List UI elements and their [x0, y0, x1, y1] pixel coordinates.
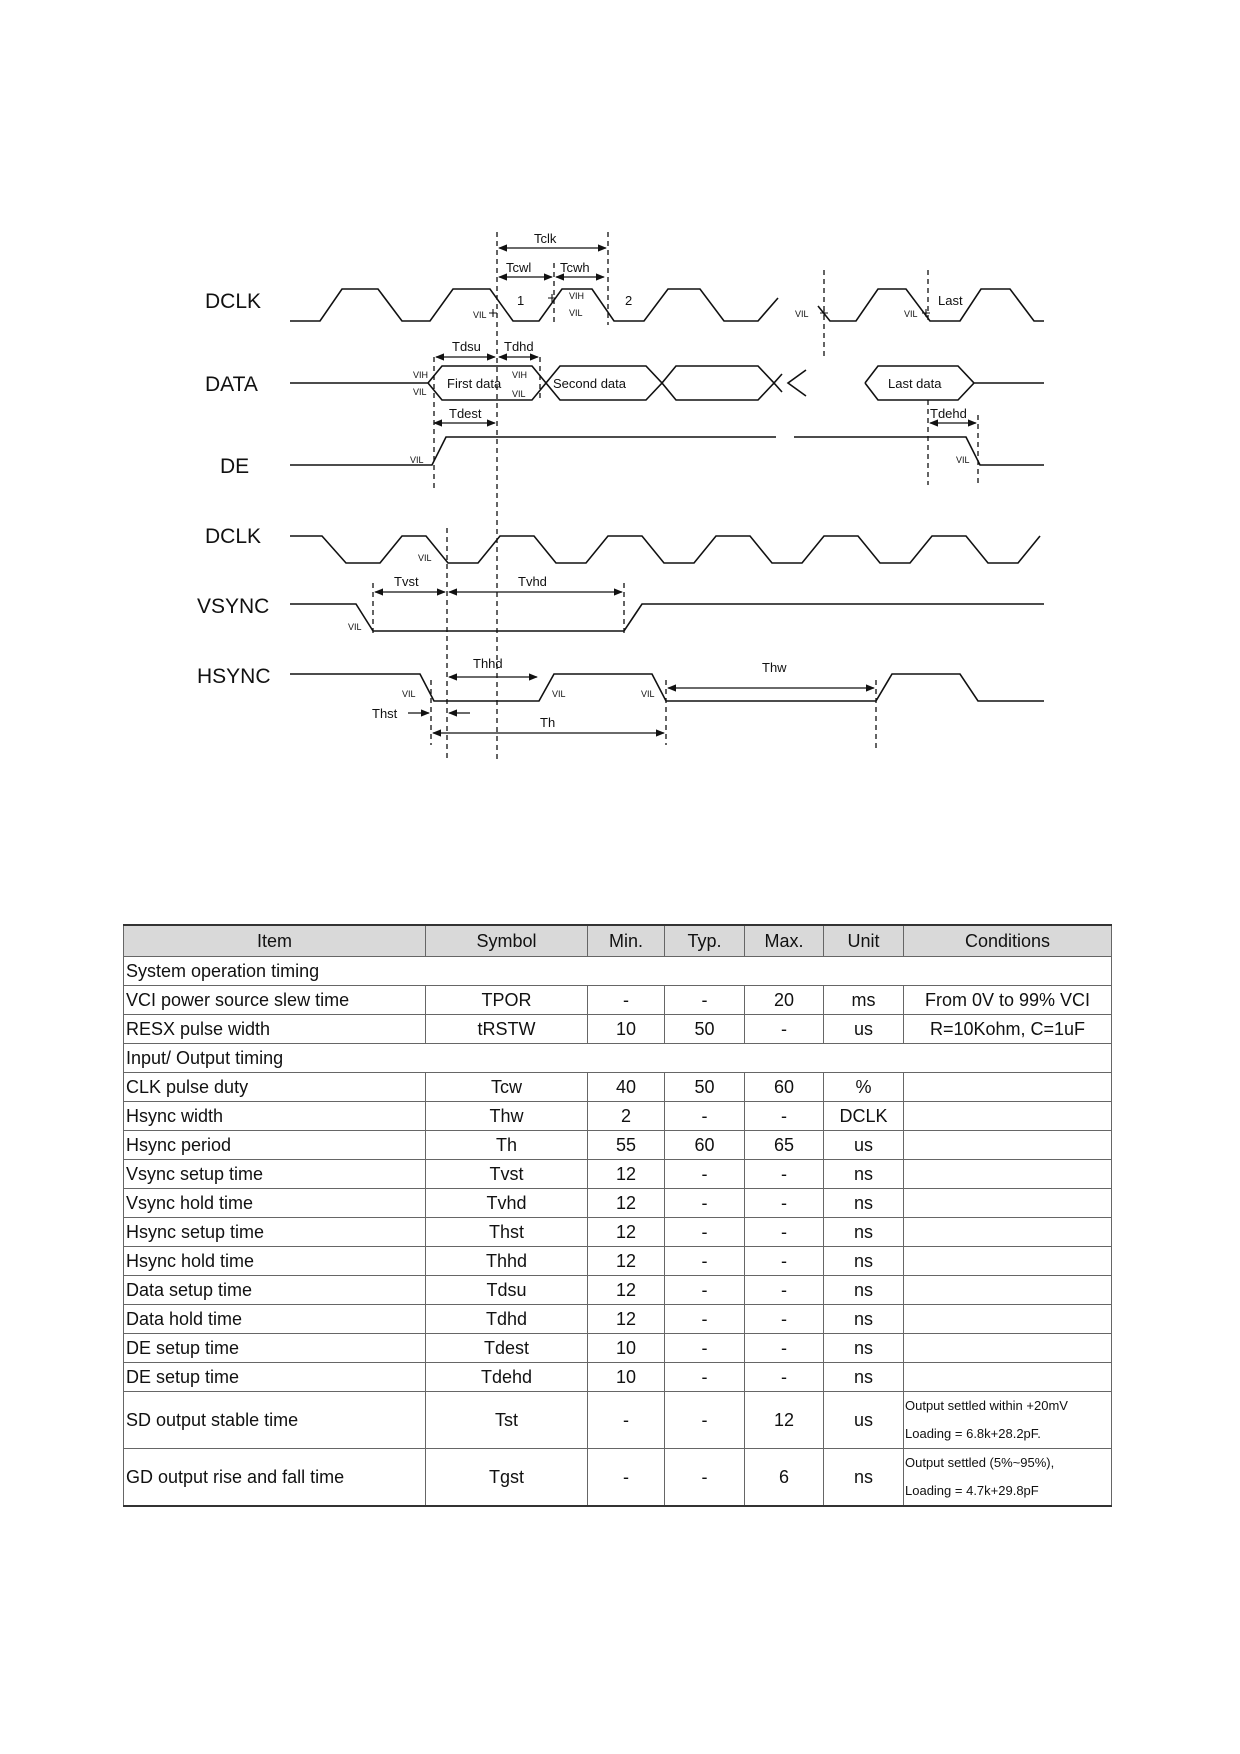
cell-min: 12	[588, 1276, 665, 1305]
thst-label: Thst	[372, 706, 398, 721]
clock-mark-last: Last	[938, 293, 963, 308]
dclk-vih: VIH	[569, 291, 585, 301]
cell-typ: -	[665, 1334, 745, 1363]
cell-item: Vsync hold time	[124, 1189, 426, 1218]
table-section-row	[124, 1044, 1112, 1073]
tdsu-label: Tdsu	[452, 339, 481, 354]
cell-item: Data setup time	[124, 1276, 426, 1305]
cell-min: 10	[588, 1363, 665, 1392]
cell-max: -	[745, 1015, 824, 1044]
vsync-label: VSYNC	[197, 595, 270, 618]
condition-line: From 0V to 99% VCI	[924, 990, 1091, 1010]
tvhd-label: Tvhd	[518, 574, 547, 589]
cell-item: Hsync setup time	[124, 1218, 426, 1247]
hsync-vil-2: VIL	[552, 689, 566, 699]
cell-typ: -	[665, 1189, 745, 1218]
tcwl-label: Tcwl	[506, 260, 532, 275]
data-vil-1: VIL	[413, 387, 427, 397]
clock-mark-2: 2	[625, 293, 633, 308]
table-section-row	[124, 957, 1112, 986]
hsync-label: HSYNC	[197, 665, 271, 688]
table-body	[124, 957, 1112, 1507]
cell-typ: -	[665, 986, 745, 1015]
cell-conditions	[904, 1015, 1112, 1044]
dclk2-waveform	[290, 536, 1040, 563]
cell-min: 10	[588, 1334, 665, 1363]
data-label: DATA	[205, 373, 258, 396]
cell-min: 12	[588, 1305, 665, 1334]
data-vih-2: VIH	[512, 370, 528, 380]
tdhd-label: Tdhd	[504, 339, 534, 354]
thhd-label: Thhd	[473, 656, 503, 671]
clock-mark-1: 1	[517, 293, 525, 308]
cell-symbol: TPOR	[426, 986, 588, 1015]
table-row	[124, 1131, 1112, 1160]
cell-conditions	[904, 1363, 1112, 1392]
cell-typ: 60	[665, 1131, 745, 1160]
vsync-waveform	[290, 604, 1044, 631]
table-row	[124, 1073, 1112, 1102]
table-row	[124, 1363, 1112, 1392]
tdest-label: Tdest	[449, 406, 482, 421]
table-row	[124, 1102, 1112, 1131]
condition-line: R=10Kohm, C=1uF	[929, 1019, 1086, 1039]
cell-unit: ns	[824, 1334, 904, 1363]
tclk-label: Tclk	[534, 231, 557, 246]
cell-unit: us	[824, 1131, 904, 1160]
cell-unit: ns	[824, 1247, 904, 1276]
cell-max: 6	[745, 1449, 824, 1507]
dclk-vil-1: VIL	[473, 310, 487, 320]
cell-max: 60	[745, 1073, 824, 1102]
cell-min: 40	[588, 1073, 665, 1102]
cell-max: -	[745, 1102, 824, 1131]
column-header-max: Max.	[745, 925, 824, 957]
cell-unit: %	[824, 1073, 904, 1102]
cell-min: -	[588, 1449, 665, 1507]
section-title: System operation timing	[124, 957, 1112, 986]
dclk2-vil: VIL	[418, 553, 432, 563]
cell-conditions	[904, 1247, 1112, 1276]
cell-max: -	[745, 1247, 824, 1276]
de-vil-2: VIL	[956, 455, 970, 465]
hsync-vil-1: VIL	[402, 689, 416, 699]
cell-item: Hsync hold time	[124, 1247, 426, 1276]
cell-item: Vsync setup time	[124, 1160, 426, 1189]
cell-typ: -	[665, 1160, 745, 1189]
cell-min: 55	[588, 1131, 665, 1160]
cell-max: -	[745, 1160, 824, 1189]
dclk-label: DCLK	[205, 290, 262, 313]
first-data-label: First data	[447, 376, 502, 391]
cell-symbol: tRSTW	[426, 1015, 588, 1044]
timing-diagrams	[0, 0, 1240, 780]
cell-min: 12	[588, 1160, 665, 1189]
cell-unit: ns	[824, 1218, 904, 1247]
cell-unit: ns	[824, 1363, 904, 1392]
cell-max: -	[745, 1218, 824, 1247]
de-vil-1: VIL	[410, 455, 424, 465]
cell-conditions	[904, 1160, 1112, 1189]
table-row	[124, 1247, 1112, 1276]
cell-conditions	[904, 1449, 1112, 1507]
de-label: DE	[220, 455, 250, 478]
table-row	[124, 1276, 1112, 1305]
dclk-level-ticks	[489, 294, 930, 317]
dclk-vil-4: VIL	[904, 309, 918, 319]
cell-unit: ns	[824, 1160, 904, 1189]
table-row	[124, 1392, 1112, 1449]
cell-conditions	[904, 1276, 1112, 1305]
cell-typ: -	[665, 1363, 745, 1392]
cell-min: -	[588, 1392, 665, 1449]
cell-unit: us	[824, 1015, 904, 1044]
cell-max: 12	[745, 1392, 824, 1449]
cell-typ: -	[665, 1102, 745, 1131]
table-row	[124, 1305, 1112, 1334]
cell-unit: ms	[824, 986, 904, 1015]
cell-symbol: Thw	[426, 1102, 588, 1131]
second-data-label: Second data	[553, 376, 627, 391]
cell-typ: 50	[665, 1073, 745, 1102]
cell-conditions	[904, 1392, 1112, 1449]
cell-symbol: Th	[426, 1131, 588, 1160]
data-vil-2: VIL	[512, 389, 526, 399]
cell-max: -	[745, 1189, 824, 1218]
dclk2-label: DCLK	[205, 525, 262, 548]
cell-max: -	[745, 1334, 824, 1363]
dclk-waveform	[290, 289, 1044, 321]
cell-conditions	[904, 1189, 1112, 1218]
table-row	[124, 1189, 1112, 1218]
cell-conditions	[904, 1334, 1112, 1363]
last-data-label: Last data	[888, 376, 942, 391]
table-row	[124, 1218, 1112, 1247]
column-header-unit: Unit	[824, 925, 904, 957]
cell-item: SD output stable time	[124, 1392, 426, 1449]
cell-unit: us	[824, 1392, 904, 1449]
cell-symbol: Tvhd	[426, 1189, 588, 1218]
timing-spec-table	[123, 924, 1112, 1507]
data-vih-1: VIH	[413, 370, 429, 380]
table-header-row	[124, 925, 1112, 957]
hsync-vil-3: VIL	[641, 689, 655, 699]
cell-conditions	[904, 1218, 1112, 1247]
table-row	[124, 1334, 1112, 1363]
cell-min: 10	[588, 1015, 665, 1044]
column-header-typ: Typ.	[665, 925, 745, 957]
cell-symbol: Tdhd	[426, 1305, 588, 1334]
thw-label: Thw	[762, 660, 787, 675]
cell-symbol: Thhd	[426, 1247, 588, 1276]
cell-unit: ns	[824, 1189, 904, 1218]
condition-line: Output settled (5%~95%),	[905, 1455, 1055, 1470]
cell-symbol: Tcw	[426, 1073, 588, 1102]
cell-conditions	[904, 1305, 1112, 1334]
cell-max: -	[745, 1305, 824, 1334]
cell-symbol: Tst	[426, 1392, 588, 1449]
cell-item: Hsync width	[124, 1102, 426, 1131]
column-header-min: Min.	[588, 925, 665, 957]
section-title: Input/ Output timing	[124, 1044, 1112, 1073]
cell-max: 65	[745, 1131, 824, 1160]
dclk-vil-3: VIL	[795, 309, 809, 319]
cell-item: Data hold time	[124, 1305, 426, 1334]
cell-min: 2	[588, 1102, 665, 1131]
vsync-vil: VIL	[348, 622, 362, 632]
condition-line: Loading = 4.7k+29.8pF	[905, 1483, 1039, 1498]
cell-typ: -	[665, 1392, 745, 1449]
cell-typ: -	[665, 1247, 745, 1276]
cell-max: -	[745, 1363, 824, 1392]
tdehd-label: Tdehd	[930, 406, 967, 421]
condition-line: Loading = 6.8k+28.2pF.	[905, 1426, 1041, 1441]
cell-symbol: Tvst	[426, 1160, 588, 1189]
cell-symbol: Tgst	[426, 1449, 588, 1507]
cell-typ: -	[665, 1449, 745, 1507]
cell-typ: -	[665, 1276, 745, 1305]
cell-item: CLK pulse duty	[124, 1073, 426, 1102]
cell-typ: -	[665, 1218, 745, 1247]
cell-symbol: Tdehd	[426, 1363, 588, 1392]
cell-item: GD output rise and fall time	[124, 1449, 426, 1507]
table-row	[124, 1449, 1112, 1507]
tvst-label: Tvst	[394, 574, 419, 589]
cell-symbol: Tdest	[426, 1334, 588, 1363]
column-header-symbol: Symbol	[426, 925, 588, 957]
de-waveform	[290, 437, 1044, 465]
condition-line: Output settled within +20mV	[905, 1398, 1068, 1413]
cell-item: Hsync period	[124, 1131, 426, 1160]
cell-symbol: Tdsu	[426, 1276, 588, 1305]
cell-unit: DCLK	[824, 1102, 904, 1131]
cell-typ: 50	[665, 1015, 745, 1044]
cell-typ: -	[665, 1305, 745, 1334]
tcwh-label: Tcwh	[560, 260, 590, 275]
table-row	[124, 1015, 1112, 1044]
cell-conditions	[904, 1102, 1112, 1131]
cell-item: RESX pulse width	[124, 1015, 426, 1044]
cell-max: -	[745, 1276, 824, 1305]
cell-unit: ns	[824, 1276, 904, 1305]
cell-min: 12	[588, 1189, 665, 1218]
cell-conditions	[904, 1131, 1112, 1160]
cell-min: 12	[588, 1247, 665, 1276]
cell-item: VCI power source slew time	[124, 986, 426, 1015]
table-row	[124, 1160, 1112, 1189]
cell-item: DE setup time	[124, 1334, 426, 1363]
table-row	[124, 986, 1112, 1015]
timing-diagram-sync	[197, 525, 1044, 760]
cell-max: 20	[745, 986, 824, 1015]
cell-min: -	[588, 986, 665, 1015]
cell-symbol: Thst	[426, 1218, 588, 1247]
cell-unit: ns	[824, 1305, 904, 1334]
cell-min: 12	[588, 1218, 665, 1247]
cell-conditions	[904, 986, 1112, 1015]
dclk-vil-2: VIL	[569, 308, 583, 318]
cell-unit: ns	[824, 1449, 904, 1507]
cell-conditions	[904, 1073, 1112, 1102]
column-header-conditions: Conditions	[904, 925, 1112, 957]
timing-diagram-data-de	[205, 231, 1044, 760]
cell-item: DE setup time	[124, 1363, 426, 1392]
column-header-item: Item	[124, 925, 426, 957]
th-label: Th	[540, 715, 556, 730]
